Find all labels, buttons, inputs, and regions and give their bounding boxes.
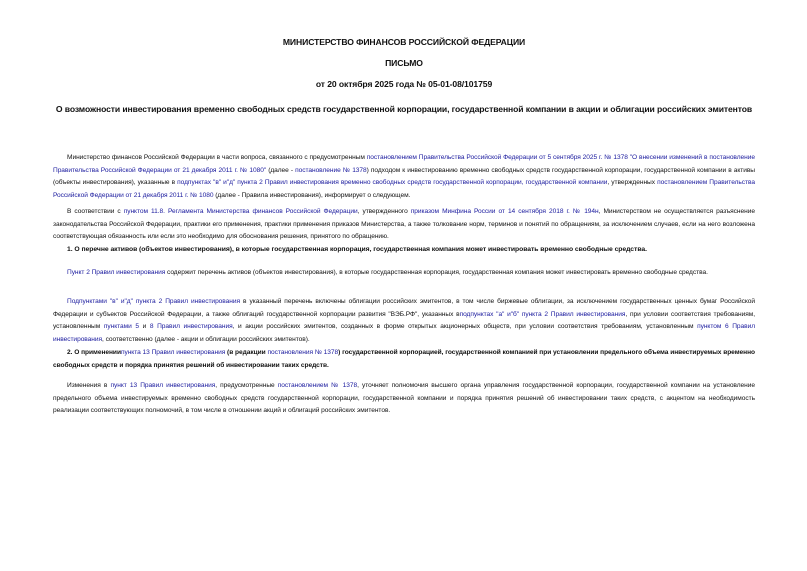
paragraph-1 bbox=[53, 152, 755, 202]
link-point-6[interactable]: пунктом 6 Правил инвестирования bbox=[53, 323, 756, 343]
paragraph-2 bbox=[53, 206, 755, 244]
link-subpoints-v-d-point-2[interactable]: Подпунктами "в" и"д" пункта 2 Правил инвестирования bbox=[67, 298, 241, 305]
link-regulation-11-8[interactable]: пунктом 11.8. Регламента Министерства финансов Российской Федерации bbox=[123, 208, 358, 215]
paragraph-7 bbox=[53, 380, 755, 418]
link-resolution-1378-changes[interactable]: постановлением № 1378 bbox=[277, 382, 358, 389]
text: 2. О применении bbox=[67, 349, 121, 356]
doc-type-heading: ПИСЬМО bbox=[385, 58, 423, 68]
paragraph-5 bbox=[53, 296, 755, 346]
text: содержит перечень активов (объектов инвестирования), в которые государственная корпорация, государственная компания может инвестировать временно свободные средства. bbox=[165, 269, 708, 276]
link-point-13[interactable]: пункта 13 Правил инвестирования bbox=[120, 349, 226, 356]
text: , Министерством не осуществляется разъяснение законодательства Российской Федерации, практики его применения, практики применения приказов Министерства, а также толкование норм, терминов и понятий по обращениям, за исключением случаев, если на него возложена соответствующая обязанность или если это необходимо для обоснования решения, принятого по обращению. bbox=[53, 208, 755, 241]
text: (далее - Правила инвестирования), информирует о следующем. bbox=[213, 191, 411, 199]
text: , и акции российских эмитентов, созданных в форме открытых акционерных обществ, при условии соответствия требованиям, установленным bbox=[232, 323, 698, 331]
link-resolution-1378[interactable]: постановлением Правительства Российской Федерации от 5 сентября 2025 г. № 1378 "О внесении изменений в постановление Правительства Российской Федерации от 21 декабря 2011 г. № 1080" bbox=[53, 154, 755, 174]
document-title: О возможности инвестирования временно свободных средств государственной корпорации, государственной компании в акции и облигации российских эмитентов bbox=[55, 104, 753, 114]
text: (в редакции bbox=[225, 349, 268, 356]
link-point-2[interactable]: Пункт 2 Правил инвестирования bbox=[67, 269, 166, 276]
link-point-8[interactable]: 8 Правил инвестирования bbox=[149, 323, 233, 331]
text: , утвержденных bbox=[607, 179, 658, 187]
section-heading-1: 1. О перечне активов (объектов инвестирования), в которые государственная корпорация, государственная компания может инвестировать временно свободные средства. bbox=[67, 246, 647, 253]
link-resolution-1378-short[interactable]: постановление № 1378 bbox=[295, 166, 367, 174]
link-point-13-rules[interactable]: пункт 13 Правил инвестирования bbox=[110, 382, 216, 389]
text: , соответственно (далее - акции и облигации российских эмитентов). bbox=[102, 335, 310, 343]
text: и bbox=[138, 323, 150, 331]
link-resolution-1080[interactable]: постановлением Правительства Российской Федерации от 21 декабря 2011 г. № 1080 bbox=[53, 179, 755, 199]
ministry-heading: МИНИСТЕРСТВО ФИНАНСОВ РОССИЙСКОЙ ФЕДЕРАЦИИ bbox=[282, 37, 526, 47]
text: Изменения в bbox=[67, 382, 111, 389]
text: ) государственной корпорацией, государственной компанией при установлении предельного объема инвестируемых временно свободных средств и порядка принятия решений об инвестировании таких средств. bbox=[53, 349, 755, 369]
text: , предусмотренные bbox=[215, 382, 278, 389]
link-subpoints-a-b[interactable]: подпунктах "а" и"б" пункта 2 Правил инвестирования bbox=[459, 310, 626, 318]
text: Министерство финансов Российской Федерации в части вопроса, связанного с предусмотренным bbox=[67, 154, 367, 161]
text: (далее - bbox=[266, 166, 296, 174]
text: в указанный перечень включены облигации российских эмитентов, в том числе биржевые облигации, за исключением государственных ценных бумаг Российской Федерации и субъектов Российской Федерации, а также облигаций государственной корпорации развития "ВЭБ.РФ", указанных в bbox=[53, 298, 755, 318]
link-subpoints-v-d[interactable]: подпунктах "в" и"д" пункта 2 Правил инвестирования временно свободных средств государственной корпорации, государственной компании bbox=[177, 179, 608, 187]
text: , утвержденного bbox=[357, 208, 411, 215]
text: , при условии соответствия требованиям, установленным bbox=[53, 310, 756, 331]
link-resolution-1378-ref[interactable]: постановления № 1378 bbox=[267, 349, 339, 356]
link-points-5[interactable]: пунктами 5 bbox=[103, 323, 139, 331]
text: , уточняет полномочия высшего органа управления государственной корпорации, государственной компании на установление предельного объема инвестируемых временно свободных средств государственной корпорации, государственной компании и порядка принятия решений об инвестировании таких средств, с акцентом на необходимость реализации соответствующих полномочий, в том числе в отношении акций и облигаций российских эмитентов. bbox=[53, 382, 755, 415]
date-number-heading: от 20 октября 2025 года № 05-01-08/101759 bbox=[315, 79, 493, 89]
text: В соответствии с bbox=[67, 208, 124, 215]
paragraph-4 bbox=[53, 267, 755, 280]
link-order-194n[interactable]: приказом Минфина России от 14 сентября 2018 г. № 194н bbox=[410, 208, 599, 215]
section-heading-2 bbox=[53, 347, 755, 372]
text: ) подходом к инвестированию временно свободных средств государственной корпорации, государственной компании в активы (объекты инвестирования), указанные в bbox=[53, 166, 755, 187]
